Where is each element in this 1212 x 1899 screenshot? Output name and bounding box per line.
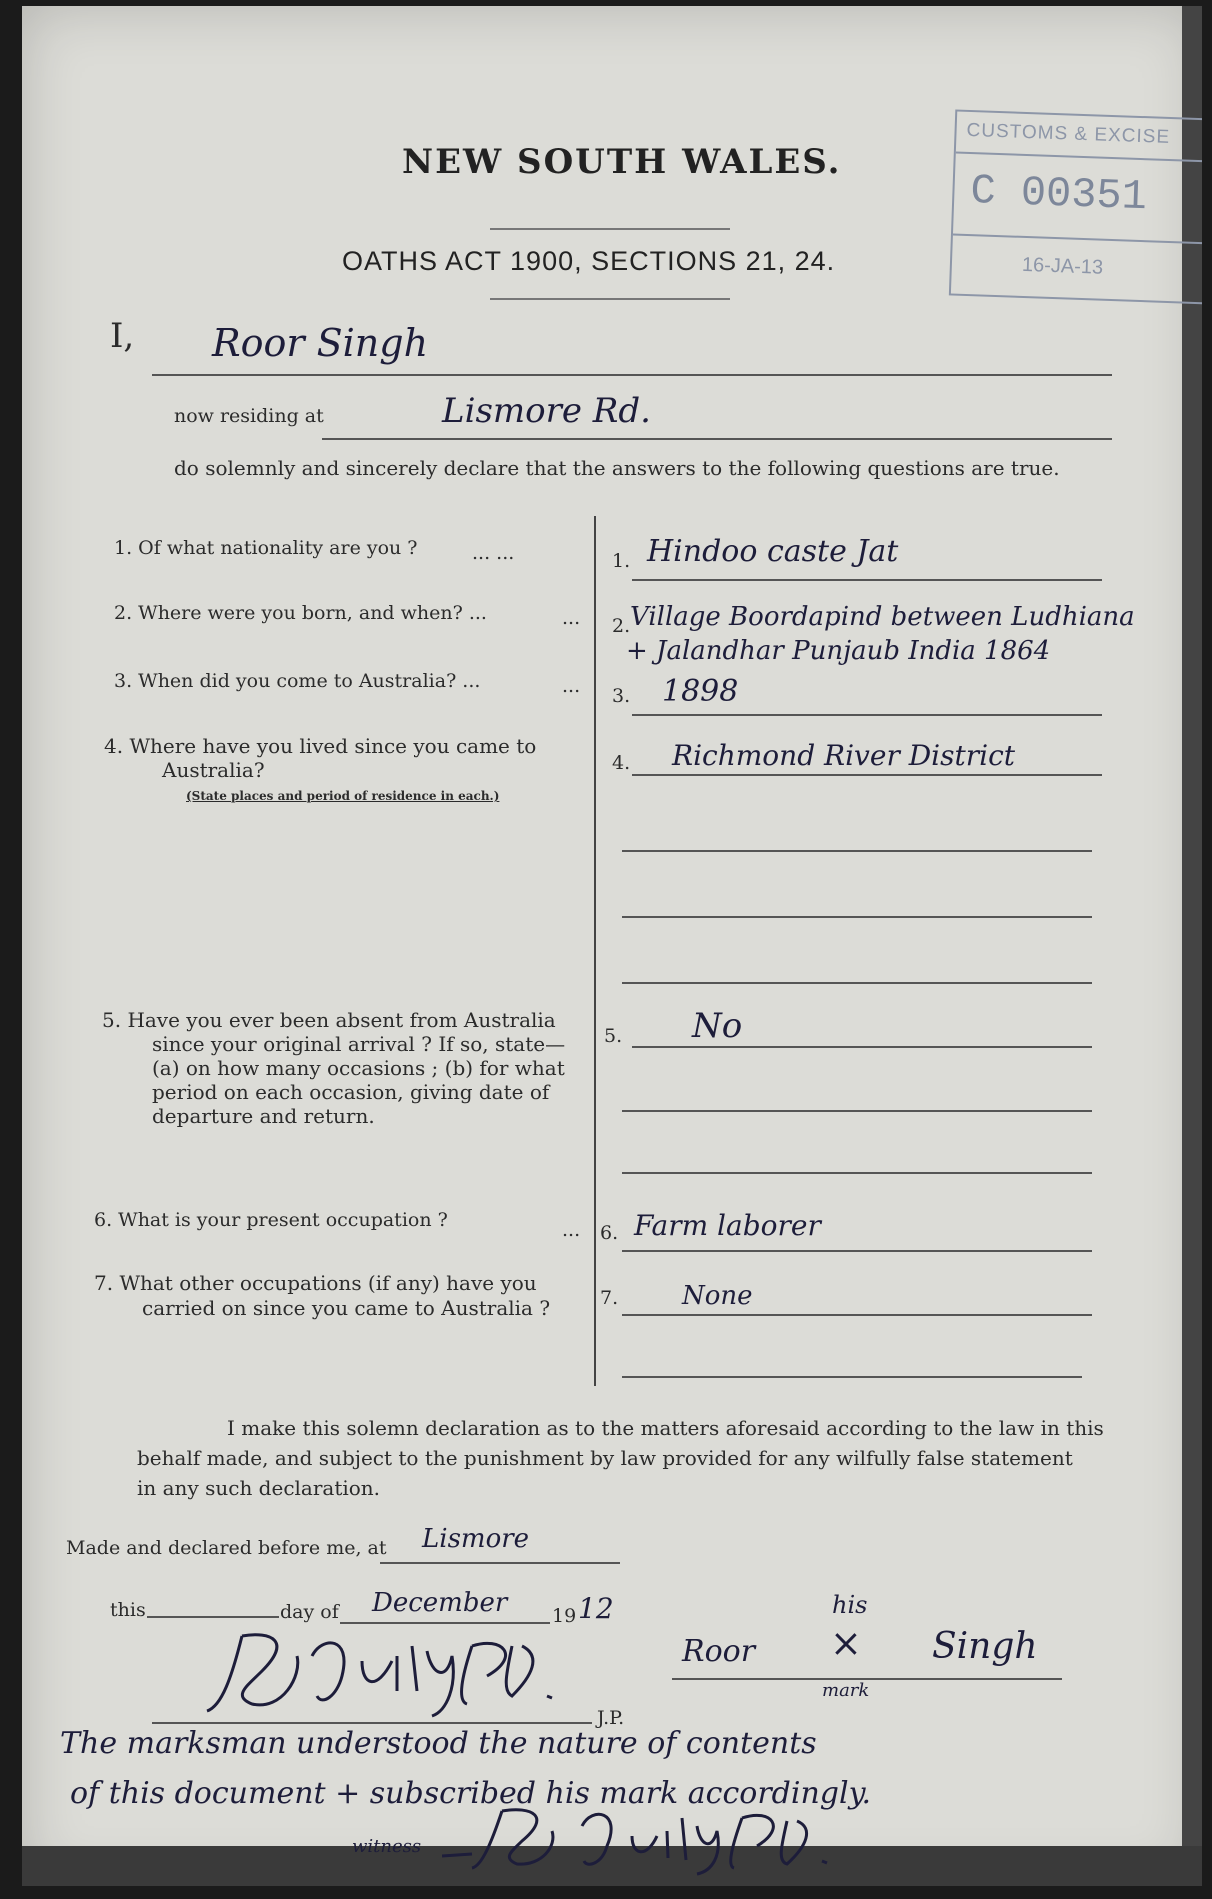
answer-6-num: 6. xyxy=(600,1222,619,1244)
day-of-label: day of xyxy=(280,1601,339,1623)
mark-name-right: Singh xyxy=(932,1626,1038,1667)
answer-line xyxy=(622,982,1092,984)
jp-label: J.P. xyxy=(597,1707,625,1729)
question-1-dots: ... ... xyxy=(472,542,515,564)
question-5-line4: period on each occasion, giving date of xyxy=(152,1080,550,1104)
residence: Lismore Rd. xyxy=(442,391,651,431)
name-line xyxy=(152,374,1112,376)
answer-4: Richmond River District xyxy=(672,739,1016,772)
answer-7-num: 7. xyxy=(600,1287,619,1309)
mark-name-left: Roor xyxy=(682,1634,756,1669)
answer-5-num: 5. xyxy=(604,1025,623,1047)
answer-3-num: 3. xyxy=(612,685,631,707)
question-7: 7. What other occupations (if any) have you xyxy=(94,1271,537,1295)
question-4-note: (State places and period of residence in each.) xyxy=(186,789,500,803)
title-rule xyxy=(490,228,730,230)
declarant-name: Roor Singh xyxy=(212,321,429,365)
question-5-line3: (a) on how many occasions ; (b) for what xyxy=(152,1056,565,1080)
page-title: NEW SOUTH WALES. xyxy=(402,142,842,182)
customs-stamp xyxy=(949,109,1202,304)
declaration-text: do solemnly and sincerely declare that the answers to the following questions are true. xyxy=(174,456,1060,480)
witness-signature xyxy=(442,1796,902,1876)
mark-cross: × xyxy=(830,1621,862,1665)
mark-label: mark xyxy=(822,1680,870,1701)
solemn-line3: in any such declaration. xyxy=(137,1476,381,1500)
question-7-cont: carried on since you came to Australia ? xyxy=(142,1296,551,1320)
stamp-divider xyxy=(953,233,1202,244)
stamp-divider xyxy=(956,152,1202,163)
answer-2-num: 2. xyxy=(612,615,631,637)
answer-5: No xyxy=(692,1006,743,1046)
witness-label: witness xyxy=(352,1836,422,1857)
stamp-date: 16-JA-13 xyxy=(1021,253,1104,279)
question-4-cont: Australia? xyxy=(162,758,265,782)
question-2-dots: ... xyxy=(562,607,581,629)
question-4: 4. Where have you lived since you came to xyxy=(104,734,537,758)
stamp-line1: CUSTOMS & EXCISE xyxy=(966,119,1171,148)
question-3: 3. When did you come to Australia? ... xyxy=(114,670,481,692)
answer-line xyxy=(622,1110,1092,1112)
answer-line xyxy=(622,1314,1092,1316)
note-line2: of this document + subscribed his mark accordingly. xyxy=(70,1776,872,1811)
month: December xyxy=(372,1588,508,1618)
solemn-line2: behalf made, and subject to the punishment by law provided for any wilfully false statement xyxy=(137,1446,1073,1470)
answer-4-num: 4. xyxy=(612,752,631,774)
act-rule xyxy=(490,298,730,300)
question-5-line5: departure and return. xyxy=(152,1104,375,1128)
column-divider xyxy=(594,516,596,1386)
answer-line xyxy=(632,1046,1092,1048)
question-6: 6. What is your present occupation ? xyxy=(94,1209,448,1231)
answer-line xyxy=(622,1250,1092,1252)
answer-1-num: 1. xyxy=(612,550,631,572)
answer-line xyxy=(632,774,1102,776)
question-5: 5. Have you ever been absent from Australia xyxy=(102,1008,556,1032)
solemn-line1: I make this solemn declaration as to the matters aforesaid according to the law in this xyxy=(227,1416,1104,1440)
answer-2: Village Boordapind between Ludhiana xyxy=(630,602,1135,632)
note-line1: The marksman understood the nature of contents xyxy=(60,1726,817,1761)
answer-line xyxy=(632,579,1102,581)
stamp-number: C 00351 xyxy=(969,167,1148,222)
made-label: Made and declared before me, at xyxy=(66,1537,387,1559)
answer-3: 1898 xyxy=(662,674,739,709)
residence-line xyxy=(322,438,1112,440)
answer-line xyxy=(622,1172,1092,1174)
this-label: this xyxy=(110,1599,146,1621)
declarant-prefix: I, xyxy=(110,316,135,356)
made-place: Lismore xyxy=(422,1524,530,1554)
act-heading: OATHS ACT 1900, SECTIONS 21, 24. xyxy=(342,246,836,276)
jp-signature xyxy=(202,1616,622,1726)
answer-1: Hindoo caste Jat xyxy=(647,534,899,569)
jp-line xyxy=(152,1722,592,1724)
residing-label: now residing at xyxy=(174,405,324,427)
answer-line xyxy=(622,916,1092,918)
answer-7: None xyxy=(682,1281,753,1311)
year: 12 xyxy=(578,1592,614,1625)
declaration-page xyxy=(22,6,1202,1886)
answer-6: Farm laborer xyxy=(634,1209,821,1242)
question-6-dots: ... xyxy=(562,1219,581,1241)
answer-line xyxy=(622,1376,1082,1378)
question-3-dots: ... xyxy=(562,675,581,697)
answer-2-cont: + Jalandhar Punjaub India 1864 xyxy=(626,636,1051,666)
question-1: 1. Of what nationality are you ? xyxy=(114,537,418,559)
question-5-line2: since your original arrival ? If so, state— xyxy=(152,1032,566,1056)
his-label: his xyxy=(832,1591,868,1619)
place-line xyxy=(380,1562,620,1564)
question-2: 2. Where were you born, and when? ... xyxy=(114,602,487,624)
answer-line xyxy=(622,850,1092,852)
answer-line xyxy=(632,714,1102,716)
year-prefix: 19 xyxy=(552,1605,577,1627)
